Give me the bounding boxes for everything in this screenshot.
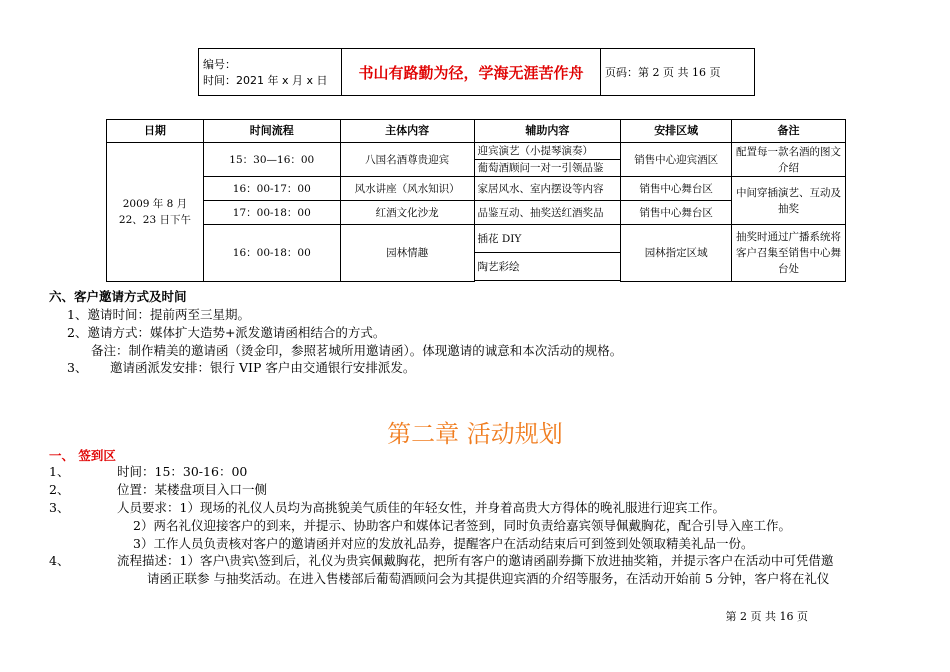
note-cell: 抽奖时通过广播系统将客户召集至销售中心舞台处 [732,225,846,282]
invite-dist: 邀请函派发安排：银行 VIP 客户由交通银行安排派发。 [110,360,416,375]
item-text: 时间：15：30-16：00 [117,464,248,479]
header-time: 时间：2021 年 x 月 x 日 [203,74,328,87]
col-note: 备注 [732,120,846,143]
item-text: 流程描述：1）客户\贵宾\签到后，礼仪为贵宾佩戴胸花，把所有客户的邀请函副券撕下放进抽奖箱，并提示客户在活动中可凭借邀 [117,553,834,568]
aux-cell: 陶艺彩绘 [474,253,621,281]
col-area: 安排区域 [621,120,732,143]
main-cell: 园林情趣 [340,225,474,282]
item-text: 请函正联参 与抽奖活动。在进入售楼部后葡萄酒顾问会为其提供迎宾酒的介绍等服务，在活动开始前 5 分钟，客户将在礼仪 [147,571,830,586]
aux-cell: 插花 DIY [474,225,621,253]
table-row [107,177,846,201]
header-meta [199,49,342,96]
page-footer: 第 2 页 共 16 页 [725,610,808,623]
header-page-info: 页码：第 2 页 共 16 页 [601,49,755,96]
invite-time: 1、邀请时间：提前两至三星期。 [67,307,250,322]
aux-cell: 家居风水、室内摆设等内容 [474,177,621,201]
area-cell: 销售中心舞台区 [621,177,732,201]
item-number: 2、 [49,482,70,497]
aux-cell: 品鉴互动、抽奖送红酒奖品 [474,201,621,225]
note-cell: 配置每一款名酒的图文介绍 [732,143,846,177]
main-cell: 红酒文化沙龙 [340,201,474,225]
col-aux: 辅助内容 [474,120,621,143]
schedule-table [106,119,846,282]
col-main: 主体内容 [340,120,474,143]
item-text: 3）工作人员负责核对客户的邀请函并对应的发放礼品券，提醒客户在活动结束后可到签到处领取精美礼品一份。 [133,536,754,551]
chapter-title: 第二章 活动规划 [387,420,563,448]
date-cell: 2009 年 8 月 22、23 日下午 [107,143,204,282]
main-cell: 八国名酒尊贵迎宾 [340,143,474,177]
table-row [107,225,846,253]
section-1-title: 一、 签到区 [49,448,116,463]
time-cell: 15：30—16：00 [203,143,340,177]
area-cell: 销售中心舞台区 [621,201,732,225]
spacer-cell [474,281,621,282]
col-time: 时间流程 [203,120,340,143]
main-cell: 风水讲座（风水知识） [340,177,474,201]
time-cell: 16：00-18：00 [203,225,340,282]
item-text: 人员要求：1）现场的礼仪人员均为高挑貌美气质佳的年轻女性，并身着高贵大方得体的晚礼服进行迎宾工作。 [117,500,725,515]
area-cell: 园林指定区域 [621,225,732,282]
time-cell: 17：00-18：00 [203,201,340,225]
item-number: 4、 [49,553,70,568]
item-number: 1、 [49,464,70,479]
aux-cell: 葡萄酒顾问一对一引领品鉴 [474,160,621,177]
item-text: 位置：某楼盘项目入口一侧 [117,482,268,497]
aux-cell: 迎宾演艺（小提琴演奏） [474,143,621,160]
table-row [107,143,846,160]
header-number: 编号： [203,58,236,71]
table-header-row [107,120,846,143]
time-cell: 16：00-17：00 [203,177,340,201]
col-date: 日期 [107,120,204,143]
note-cell: 中间穿插演艺、互动及抽奖 [732,177,846,225]
page-header [198,48,755,96]
invite-dist-num: 3、 [67,360,88,375]
item-text: 2）两名礼仪迎接客户的到来，并提示、协助客户和媒体记者签到，同时负责给嘉宾领导佩戴胸花，配合引导入座工作。 [133,518,791,533]
item-number: 3、 [49,500,70,515]
area-cell: 销售中心迎宾酒区 [621,143,732,177]
header-motto: 书山有路勤为径，学海无涯苦作舟 [342,49,601,96]
invite-method: 2、邀请方式：媒体扩大造势+派发邀请函相结合的方式。 [67,325,386,340]
invite-note: 备注：制作精美的邀请函（烫金印，参照茗城所用邀请函）。体现邀请的诚意和本次活动的规格。 [91,343,623,358]
section-6-title: 六、客户邀请方式及时间 [49,289,187,304]
